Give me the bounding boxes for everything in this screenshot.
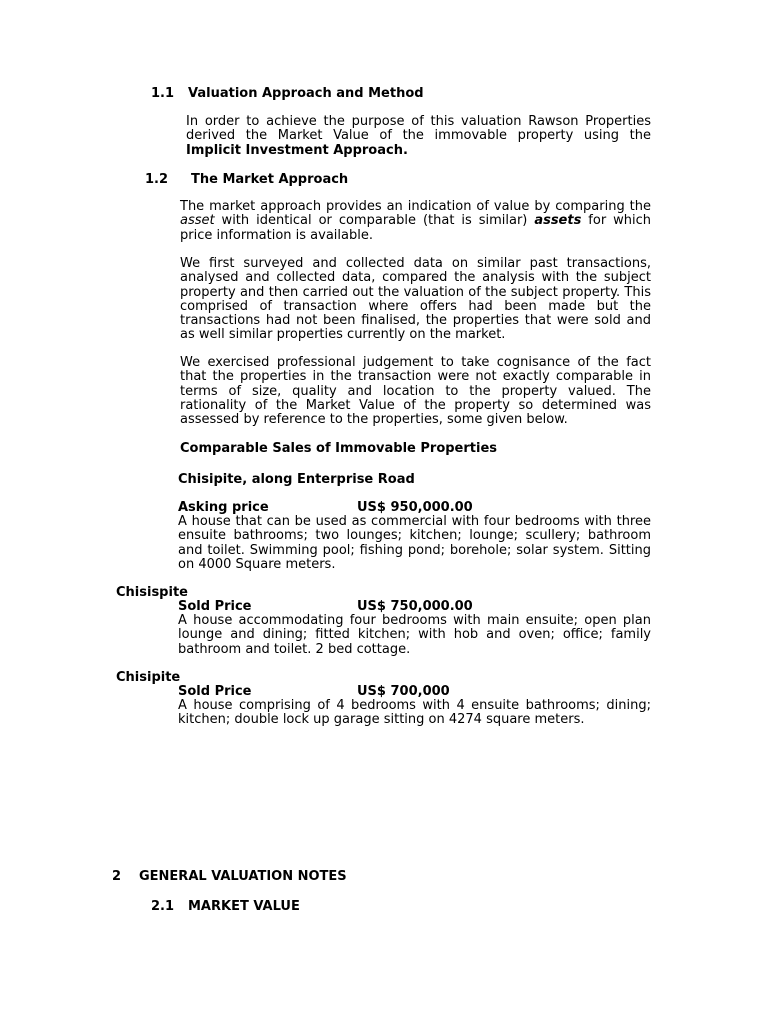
section-number: 1.1: [151, 86, 175, 101]
comparable-1-location: Chisipite, along Enterprise Road: [178, 472, 415, 487]
bold-italic-text: assets: [534, 213, 582, 229]
market-approach-paragraph-3: We exercised professional judgement to take cognisance of the fact that the properties in the transaction were not exactly comparable in terms of size, quality and location to the property valued. The rationality of the Market Value of the property so determined was assessed by reference to the properties, some given below.: [180, 355, 651, 428]
comparable-1-price-label: Asking price: [178, 500, 269, 515]
section-number: 2.1: [151, 899, 175, 914]
comparable-3-location: Chisipite: [116, 670, 181, 685]
comparable-2-price: US$ 750,000.00: [357, 599, 473, 614]
paragraph-text: In order to achieve the purpose of this valuation Rawson Properties derived the Market Value of the immovable property using the: [186, 114, 651, 144]
valuation-approach-paragraph: [186, 115, 651, 158]
emphasis-text: Implicit Investment Approach.: [186, 142, 408, 158]
comparable-3-description: A house comprising of 4 bedrooms with 4 ensuite bathrooms; dining; kitchen; double lock up garage sitting on 4274 square meters.: [178, 698, 651, 728]
section-title: MARKET VALUE: [188, 899, 300, 914]
section-2-1-heading: [151, 899, 300, 914]
section-1-2-heading: [145, 172, 348, 187]
paragraph-text: with identical or comparable (that is similar): [214, 213, 535, 229]
comparable-2-location: Chisispite: [116, 585, 188, 600]
comparable-1-description: A house that can be used as commercial with four bedrooms with three ensuite bathrooms; two lounges; kitchen; lounge; scullery; bathroom and toilet. Swimming pool; fishing pond; borehole; solar system. Sitting on 4000 Square meters.: [178, 514, 651, 572]
section-title: The Market Approach: [191, 172, 349, 187]
comparables-heading: Comparable Sales of Immovable Properties: [180, 441, 498, 456]
section-1-1-heading: [151, 86, 424, 101]
market-approach-paragraph-1: [180, 200, 651, 243]
comparable-3-price: US$ 700,000: [357, 684, 450, 699]
comparable-3-price-label: Sold Price: [178, 684, 252, 699]
comparable-2-price-label: Sold Price: [178, 599, 252, 614]
section-title: Valuation Approach and Method: [188, 86, 424, 101]
italic-text: asset: [180, 213, 215, 229]
comparable-1-price: US$ 950,000.00: [357, 500, 473, 515]
section-number: 1.2: [145, 172, 169, 187]
paragraph-text: for which price information is available.: [180, 213, 651, 243]
market-approach-paragraph-2: We first surveyed and collected data on similar past transactions, analysed and collected data, compared the analysis with the subject property and then carried out the valuation of the subject property. This comprised of transaction where offers had been made but the transactions had not been finalised, the properties that were sold and as well similar properties currently on the market.: [180, 256, 651, 343]
section-2-heading: [112, 869, 347, 884]
section-title: GENERAL VALUATION NOTES: [139, 869, 347, 884]
section-number: 2: [112, 869, 122, 884]
paragraph-text: The market approach provides an indication of value by comparing the: [180, 199, 651, 214]
comparable-2-description: A house accommodating four bedrooms with main ensuite; open plan lounge and dining; fitted kitchen; with hob and oven; office; family bathroom and toilet. 2 bed cottage.: [178, 613, 651, 657]
